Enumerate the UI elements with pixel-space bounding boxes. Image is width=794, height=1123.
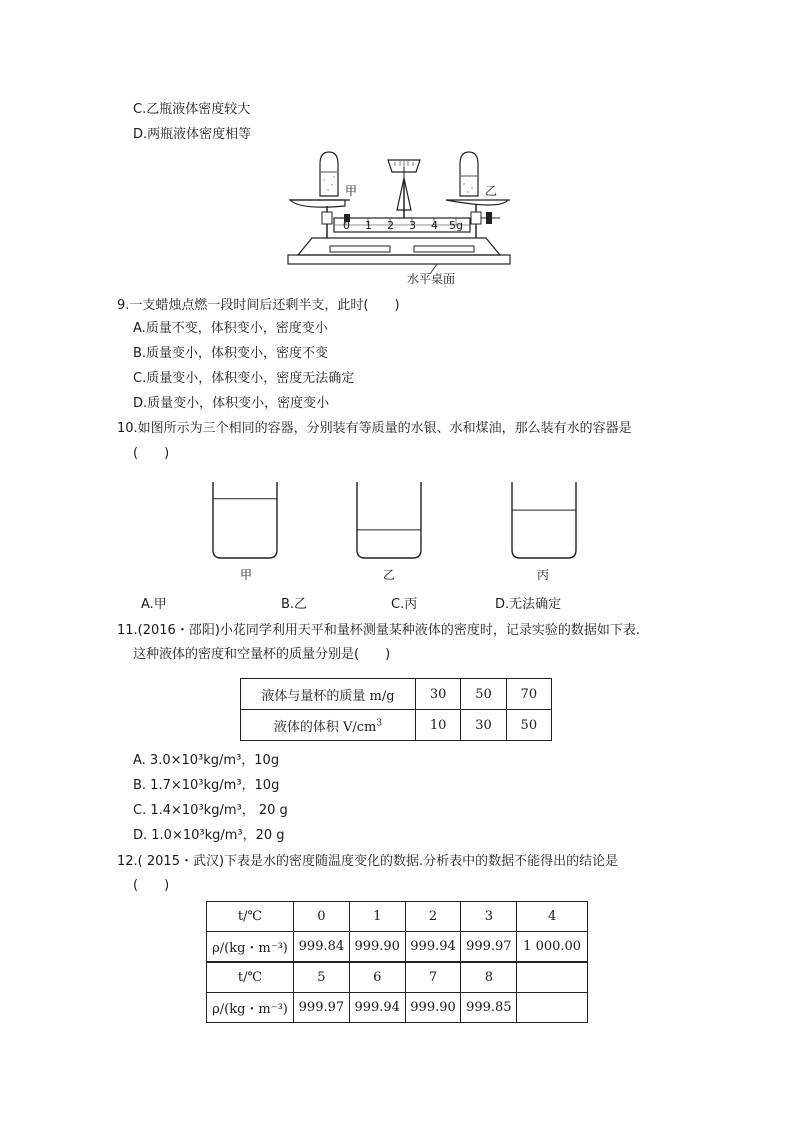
table-cell xyxy=(517,962,588,993)
table-cell-text: 液体的体积 V/cm xyxy=(273,719,377,735)
table-cell: 6 xyxy=(349,962,405,993)
q10-stem-paren: ( ) xyxy=(133,446,170,461)
table-cell: 1 xyxy=(349,902,405,932)
container-label-yi: 乙 xyxy=(383,568,396,582)
container-1 xyxy=(357,482,421,558)
q11-stem-2: 这种液体的密度和空量杯的质量分别是( ) xyxy=(133,647,391,662)
containers-figure xyxy=(0,480,794,560)
scale-tick-1: 1 xyxy=(365,219,372,232)
scale-tick-5: 5g xyxy=(449,219,463,232)
table-row xyxy=(207,932,588,963)
q9-option-c: C.质量变小，体积变小，密度无法确定 xyxy=(133,371,355,386)
q9-option-d: D.质量变小，体积变小，密度变小 xyxy=(133,396,330,411)
container-label-jia: 甲 xyxy=(240,568,253,582)
q11-table xyxy=(240,678,552,741)
q11-stem: 11.(2016・邵阳)小花同学利用天平和量杯测量某种液体的密度时，记录实验的数据如下表. xyxy=(117,623,641,638)
q11-option-d: D. 1.0×10³kg/m³，20 g xyxy=(133,828,285,843)
q10-option-c: C.丙 xyxy=(391,597,418,612)
q11-option-b: B. 1.7×10³kg/m³，10g xyxy=(133,778,280,793)
table-cell: 8 xyxy=(461,962,517,993)
table-cell: 999.90 xyxy=(405,993,461,1023)
q9-stem: 9.一支蜡烛点燃一段时间后还剩半支，此时( ) xyxy=(117,298,400,313)
q11-option-c: C. 1.4×10³kg/m³， 20 g xyxy=(133,803,288,818)
scale-tick-2: 2 xyxy=(387,219,394,232)
scale-tick-0: 0 xyxy=(343,219,350,232)
table-row xyxy=(241,679,552,710)
table-cell: 10 xyxy=(416,710,461,741)
table-cell: 1 000.00 xyxy=(517,932,588,963)
container-2 xyxy=(512,482,576,558)
container-0 xyxy=(213,482,277,558)
balance-figure xyxy=(0,0,794,300)
table-cell: 999.90 xyxy=(349,932,405,963)
q9-option-b: B.质量变小，体积变小，密度不变 xyxy=(133,346,329,361)
q10-option-b: B.乙 xyxy=(281,597,308,612)
table-cell: 999.85 xyxy=(461,993,517,1023)
q12-stem: 12.( 2015・武汉)下表是水的密度随温度变化的数据.分析表中的数据不能得出的结论是 xyxy=(117,854,619,869)
q9-option-a: A.质量不变，体积变小，密度变小 xyxy=(133,321,328,336)
table-cell: 30 xyxy=(461,710,506,741)
table-row xyxy=(207,993,588,1023)
q10-stem: 10.如图所示为三个相同的容器，分别装有等质量的水银、水和煤油，那么装有水的容器是 xyxy=(117,421,632,436)
q10-option-a: A.甲 xyxy=(141,597,167,612)
table-cell: t/℃ xyxy=(207,902,294,932)
table-cell: 999.84 xyxy=(294,932,350,963)
label-jia: 甲 xyxy=(345,184,358,198)
table-cell: 液体与量杯的质量 m/g xyxy=(241,679,416,710)
table-cell: ρ/(kg・m⁻³) xyxy=(207,993,294,1023)
container-label-bing: 丙 xyxy=(537,568,550,582)
scale-tick-4: 4 xyxy=(431,219,438,232)
scale-tick-3: 3 xyxy=(409,219,416,232)
table-row xyxy=(241,710,552,741)
table-cell: 5 xyxy=(294,962,350,993)
superscript: 3 xyxy=(376,718,383,729)
table-cell: 50 xyxy=(461,679,506,710)
table-cell xyxy=(517,993,588,1023)
q11-option-a: A. 3.0×10³kg/m³，10g xyxy=(133,753,280,768)
table-cell: 999.94 xyxy=(349,993,405,1023)
table-row xyxy=(207,902,588,932)
label-yi: 乙 xyxy=(485,184,498,198)
table-cell: 999.97 xyxy=(294,993,350,1023)
figure-caption: 水平桌面 xyxy=(407,272,456,286)
q10-option-d: D.无法确定 xyxy=(495,597,562,612)
table-cell: 50 xyxy=(506,710,551,741)
table-cell: 4 xyxy=(517,902,588,932)
q8-option-c: C.乙瓶液体密度较大 xyxy=(133,102,251,117)
table-cell: ρ/(kg・m⁻³) xyxy=(207,932,294,963)
table-cell: 999.94 xyxy=(405,932,461,963)
table-cell xyxy=(241,710,416,741)
table-row xyxy=(207,962,588,993)
table-cell: t/℃ xyxy=(207,962,294,993)
table-cell: 999.97 xyxy=(461,932,517,963)
q12-table xyxy=(206,901,588,1023)
table-cell: 3 xyxy=(461,902,517,932)
q8-option-d: D.两瓶液体密度相等 xyxy=(133,127,252,142)
table-cell: 70 xyxy=(506,679,551,710)
table-cell: 7 xyxy=(405,962,461,993)
table-cell: 2 xyxy=(405,902,461,932)
q12-stem-paren: ( ) xyxy=(133,878,170,893)
table-cell: 0 xyxy=(294,902,350,932)
table-cell: 30 xyxy=(416,679,461,710)
